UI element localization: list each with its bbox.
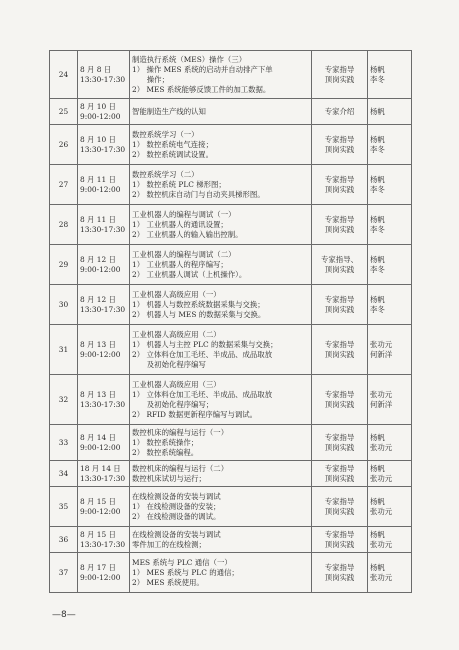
content-cell-line: 工业机器人的编程与调试（一） bbox=[132, 209, 236, 219]
row-number-cell: 24 bbox=[50, 51, 78, 99]
date-cell-line: 13:30-17:30 bbox=[80, 473, 126, 483]
date-cell-line: 9:00-12:00 bbox=[80, 111, 121, 121]
date-cell-line: 8 月 10 日 bbox=[80, 101, 116, 111]
date-cell bbox=[78, 425, 130, 461]
row-number-cell: 35 bbox=[50, 487, 78, 527]
content-cell bbox=[130, 205, 312, 245]
teacher-cell-line: 张功元 bbox=[370, 389, 393, 399]
teacher-cell bbox=[368, 125, 412, 165]
date-cell bbox=[78, 99, 130, 125]
content-cell-line: 制造执行系统（MES）操作（三） bbox=[132, 54, 247, 64]
page-number: —8— bbox=[52, 610, 76, 620]
mode-cell-line: 专家指导 bbox=[324, 174, 355, 184]
teacher-cell-line: 何新洋 bbox=[370, 349, 393, 359]
content-cell-line: 工业机器人的编程与调试（二） bbox=[132, 249, 236, 259]
mode-cell-line: 专家指导 bbox=[324, 294, 355, 304]
mode-cell-line: 顶岗实践 bbox=[324, 349, 355, 359]
table-row bbox=[50, 205, 412, 245]
date-cell-line: 13:30-17:30 bbox=[80, 74, 126, 84]
content-cell-line: 1） 数控系统操作； bbox=[132, 437, 199, 447]
date-cell bbox=[78, 375, 130, 425]
date-cell-line: 8 月 14 日 bbox=[80, 432, 116, 442]
teacher-cell bbox=[368, 425, 412, 461]
content-cell-line: 在线检测设备的安装与调试 bbox=[132, 491, 221, 501]
mode-cell-line: 顶岗实践 bbox=[324, 224, 355, 234]
date-cell-line: 9:00-12:00 bbox=[80, 264, 121, 274]
row-number-cell: 26 bbox=[50, 125, 78, 165]
mode-cell-line: 顶岗实践 bbox=[324, 399, 355, 409]
teacher-cell bbox=[368, 325, 412, 375]
date-cell bbox=[78, 487, 130, 527]
content-cell bbox=[130, 325, 312, 375]
table-row bbox=[50, 51, 412, 99]
teacher-cell-line: 杨帆 bbox=[370, 64, 385, 74]
content-cell-line: 2） 数控机床自动门与自动夹具梯形图。 bbox=[132, 189, 265, 199]
teacher-cell-line: 李冬 bbox=[370, 304, 385, 314]
mode-cell-line: 专家指导 bbox=[324, 389, 355, 399]
teacher-cell bbox=[368, 527, 412, 553]
teacher-cell-line: 李冬 bbox=[370, 144, 385, 154]
schedule-table bbox=[49, 50, 412, 593]
date-cell bbox=[78, 51, 130, 99]
mode-cell bbox=[312, 461, 368, 487]
date-cell-line: 8 月 8 日 bbox=[80, 64, 112, 74]
content-cell-line: 数控机床试切与运行； bbox=[132, 473, 206, 483]
mode-cell-line: 顶岗实践 bbox=[324, 304, 355, 314]
date-cell bbox=[78, 285, 130, 325]
date-cell-line: 9:00-12:00 bbox=[80, 184, 121, 194]
content-cell-line: 数控机床的编程与运行（一） bbox=[132, 427, 229, 437]
date-cell-line: 8 月 15 日 bbox=[80, 496, 116, 506]
content-cell-line: 及初始化程序编写； bbox=[132, 399, 214, 409]
row-number-cell: 36 bbox=[50, 527, 78, 553]
mode-cell bbox=[312, 245, 368, 285]
teacher-cell-line: 张功元 bbox=[370, 442, 393, 452]
mode-cell-line: 顶岗实践 bbox=[324, 184, 355, 194]
date-cell-line: 13:30-17:30 bbox=[80, 224, 126, 234]
date-cell-line: 13:30-17:30 bbox=[80, 399, 126, 409]
date-cell-line: 13:30-17:30 bbox=[80, 144, 126, 154]
teacher-cell-line: 李冬 bbox=[370, 264, 385, 274]
date-cell-line: 8 月 12 日 bbox=[80, 294, 116, 304]
content-cell-line: 1） 立体料仓加工毛坯、半成品、成品取放 bbox=[132, 389, 273, 399]
content-cell bbox=[130, 553, 312, 593]
content-cell-line: 智能制造生产线的认知 bbox=[132, 106, 206, 116]
table-row bbox=[50, 527, 412, 553]
row-number-cell: 32 bbox=[50, 375, 78, 425]
teacher-cell-line: 杨帆 bbox=[370, 174, 385, 184]
content-cell-line: 零件加工的在线检测； bbox=[132, 539, 206, 549]
teacher-cell-line: 何新洋 bbox=[370, 399, 393, 409]
mode-cell bbox=[312, 205, 368, 245]
table-row bbox=[50, 125, 412, 165]
teacher-cell-line: 李冬 bbox=[370, 74, 385, 84]
date-cell-line: 13:30-17:30 bbox=[80, 539, 126, 549]
teacher-cell bbox=[368, 245, 412, 285]
teacher-cell-line: 杨帆 bbox=[370, 496, 385, 506]
teacher-cell-line: 杨帆 bbox=[370, 214, 385, 224]
date-cell-line: 8 月 10 日 bbox=[80, 134, 116, 144]
mode-cell bbox=[312, 487, 368, 527]
content-cell-line: 在线检测设备的安装与调试 bbox=[132, 529, 221, 539]
mode-cell-line: 专家指导、 bbox=[321, 254, 358, 264]
mode-cell-line: 专家指导 bbox=[324, 134, 355, 144]
content-cell-line: 2） 在线检测设备的调试。 bbox=[132, 511, 221, 521]
content-cell bbox=[130, 375, 312, 425]
teacher-cell bbox=[368, 553, 412, 593]
content-cell-line: 2） 机器人与 MES 的数据采集与交换。 bbox=[132, 309, 266, 319]
mode-cell-line: 专家指导 bbox=[324, 496, 355, 506]
mode-cell bbox=[312, 325, 368, 375]
teacher-cell-line: 张功元 bbox=[370, 539, 393, 549]
content-cell-line: 工业机器人高级应用（一） bbox=[132, 289, 221, 299]
content-cell-line: 2） MES 系统能够反馈工件的加工数据。 bbox=[132, 84, 271, 94]
content-cell-line: 2） 立体料仓加工毛坯、半成品、成品取放 bbox=[132, 349, 273, 359]
date-cell bbox=[78, 205, 130, 245]
content-cell bbox=[130, 125, 312, 165]
date-cell-line: 8 月 12 日 bbox=[80, 254, 116, 264]
mode-cell-line: 顶岗实践 bbox=[324, 473, 355, 483]
mode-cell bbox=[312, 375, 368, 425]
teacher-cell-line: 张功元 bbox=[370, 506, 393, 516]
table-row bbox=[50, 487, 412, 527]
content-cell bbox=[130, 165, 312, 205]
teacher-cell-line: 李冬 bbox=[370, 184, 385, 194]
table-row bbox=[50, 325, 412, 375]
mode-cell-line: 顶岗实践 bbox=[324, 442, 355, 452]
content-cell-line: 及初始化程序编写 bbox=[132, 359, 206, 369]
content-cell-line: 2） 数控系统调试设置。 bbox=[132, 149, 213, 159]
row-number-cell: 34 bbox=[50, 461, 78, 487]
content-cell bbox=[130, 51, 312, 99]
content-cell-line: 1） 数控系统 PLC 梯形图； bbox=[132, 179, 226, 189]
date-cell bbox=[78, 527, 130, 553]
content-cell-line: 工业机器人高级应用（二） bbox=[132, 329, 221, 339]
teacher-cell bbox=[368, 461, 412, 487]
mode-cell-line: 专家指导 bbox=[324, 463, 355, 473]
row-number-cell: 30 bbox=[50, 285, 78, 325]
content-cell-line: 2） MES 系统使用。 bbox=[132, 577, 204, 587]
teacher-cell bbox=[368, 487, 412, 527]
date-cell-line: 9:00-12:00 bbox=[80, 349, 121, 359]
content-cell-line: 工业机器人高级应用（三） bbox=[132, 379, 221, 389]
table-row bbox=[50, 553, 412, 593]
teacher-cell-line: 张功元 bbox=[370, 572, 393, 582]
row-number-cell: 31 bbox=[50, 325, 78, 375]
teacher-cell-line: 杨帆 bbox=[370, 463, 385, 473]
mode-cell bbox=[312, 553, 368, 593]
content-cell bbox=[130, 527, 312, 553]
row-number-cell: 29 bbox=[50, 245, 78, 285]
mode-cell bbox=[312, 125, 368, 165]
content-cell-line: 1） 工业机器人的通讯设置； bbox=[132, 219, 228, 229]
mode-cell-line: 专家指导 bbox=[324, 64, 355, 74]
table-row bbox=[50, 165, 412, 205]
mode-cell-line: 顶岗实践 bbox=[324, 506, 355, 516]
row-number-cell: 33 bbox=[50, 425, 78, 461]
date-cell-line: 13:30-17:30 bbox=[80, 304, 126, 314]
teacher-cell bbox=[368, 205, 412, 245]
mode-cell-line: 专家介绍 bbox=[324, 106, 355, 116]
teacher-cell-line: 杨帆 bbox=[370, 294, 385, 304]
teacher-cell-line: 杨帆 bbox=[370, 432, 385, 442]
content-cell-line: MES 系统与 PLC 通信（一） bbox=[132, 557, 232, 567]
table-row bbox=[50, 285, 412, 325]
mode-cell-line: 专家指导 bbox=[324, 214, 355, 224]
content-cell bbox=[130, 425, 312, 461]
teacher-cell-line: 杨帆 bbox=[370, 254, 385, 264]
content-cell-line: 2） 数控系统编程。 bbox=[132, 447, 199, 457]
content-cell-line: 1） 在线检测设备的安装； bbox=[132, 501, 221, 511]
table-row bbox=[50, 425, 412, 461]
content-cell-line: 2） 工业机器人调试（上机操作）。 bbox=[132, 269, 247, 279]
teacher-cell bbox=[368, 51, 412, 99]
teacher-cell-line: 张功元 bbox=[370, 339, 393, 349]
mode-cell bbox=[312, 285, 368, 325]
date-cell-line: 8 月 13 日 bbox=[80, 339, 116, 349]
content-cell-line: 1） 数控系统电气连接； bbox=[132, 139, 213, 149]
content-cell-line: 1） MES 系统与 PLC 的通信； bbox=[132, 567, 239, 577]
table-row bbox=[50, 461, 412, 487]
content-cell-line: 1） 机器人与数控系统数据采集与交换； bbox=[132, 299, 265, 309]
teacher-cell bbox=[368, 285, 412, 325]
mode-cell-line: 顶岗实践 bbox=[324, 144, 355, 154]
teacher-cell bbox=[368, 165, 412, 205]
content-cell-line: 1） 机器人与主控 PLC 的数据采集与交换； bbox=[132, 339, 278, 349]
content-cell-line: 操作； bbox=[132, 74, 169, 84]
teacher-cell-line: 杨帆 bbox=[370, 562, 385, 572]
schedule-table-body bbox=[50, 51, 412, 593]
date-cell-line: 8 月 11 日 bbox=[80, 174, 116, 184]
mode-cell-line: 专家指导 bbox=[324, 529, 355, 539]
content-cell-line: 2） RFID 数据更新程序编写与调试。 bbox=[132, 409, 258, 419]
row-number-cell: 37 bbox=[50, 553, 78, 593]
date-cell-line: 8 月 13 日 bbox=[80, 389, 116, 399]
mode-cell-line: 专家指导 bbox=[324, 562, 355, 572]
mode-cell-line: 专家指导 bbox=[324, 339, 355, 349]
row-number-cell: 25 bbox=[50, 99, 78, 125]
date-cell bbox=[78, 245, 130, 285]
mode-cell-line: 顶岗实践 bbox=[324, 572, 355, 582]
mode-cell bbox=[312, 51, 368, 99]
content-cell bbox=[130, 99, 312, 125]
date-cell bbox=[78, 165, 130, 205]
table-row bbox=[50, 99, 412, 125]
content-cell bbox=[130, 487, 312, 527]
date-cell bbox=[78, 461, 130, 487]
teacher-cell bbox=[368, 99, 412, 125]
table-row bbox=[50, 375, 412, 425]
mode-cell-line: 专家指导 bbox=[324, 432, 355, 442]
date-cell-line: 9:00-12:00 bbox=[80, 442, 121, 452]
row-number-cell: 28 bbox=[50, 205, 78, 245]
teacher-cell-line: 李冬 bbox=[370, 224, 385, 234]
mode-cell bbox=[312, 425, 368, 461]
content-cell-line: 数控系统学习（一） bbox=[132, 129, 199, 139]
content-cell bbox=[130, 461, 312, 487]
teacher-cell-line: 杨帆 bbox=[370, 106, 385, 116]
teacher-cell-line: 杨帆 bbox=[370, 529, 385, 539]
content-cell-line: 2） 工业机器人的输入输出控制。 bbox=[132, 229, 243, 239]
date-cell-line: 18 月 14 日 bbox=[80, 463, 121, 473]
date-cell bbox=[78, 553, 130, 593]
mode-cell bbox=[312, 527, 368, 553]
mode-cell-line: 顶岗实践 bbox=[324, 539, 355, 549]
table-row bbox=[50, 245, 412, 285]
content-cell-line: 数控机床的编程与运行（二） bbox=[132, 463, 229, 473]
mode-cell-line: 顶岗实践 bbox=[324, 74, 355, 84]
date-cell-line: 9:00-12:00 bbox=[80, 506, 121, 516]
mode-cell bbox=[312, 99, 368, 125]
date-cell-line: 8 月 17 日 bbox=[80, 562, 116, 572]
content-cell-line: 1） 操作 MES 系统的启动并自动排产下单 bbox=[132, 64, 273, 74]
content-cell bbox=[130, 285, 312, 325]
mode-cell-line: 顶岗实践 bbox=[324, 264, 355, 274]
teacher-cell-line: 张功元 bbox=[370, 473, 393, 483]
date-cell-line: 8 月 11 日 bbox=[80, 214, 116, 224]
mode-cell bbox=[312, 165, 368, 205]
teacher-cell bbox=[368, 375, 412, 425]
date-cell bbox=[78, 325, 130, 375]
date-cell-line: 8 月 15 日 bbox=[80, 529, 116, 539]
date-cell-line: 9:00-12:00 bbox=[80, 572, 121, 582]
row-number-cell: 27 bbox=[50, 165, 78, 205]
content-cell bbox=[130, 245, 312, 285]
content-cell-line: 数控系统学习（二） bbox=[132, 169, 199, 179]
teacher-cell-line: 杨帆 bbox=[370, 134, 385, 144]
content-cell-line: 1） 工业机器人的程序编写； bbox=[132, 259, 228, 269]
date-cell bbox=[78, 125, 130, 165]
